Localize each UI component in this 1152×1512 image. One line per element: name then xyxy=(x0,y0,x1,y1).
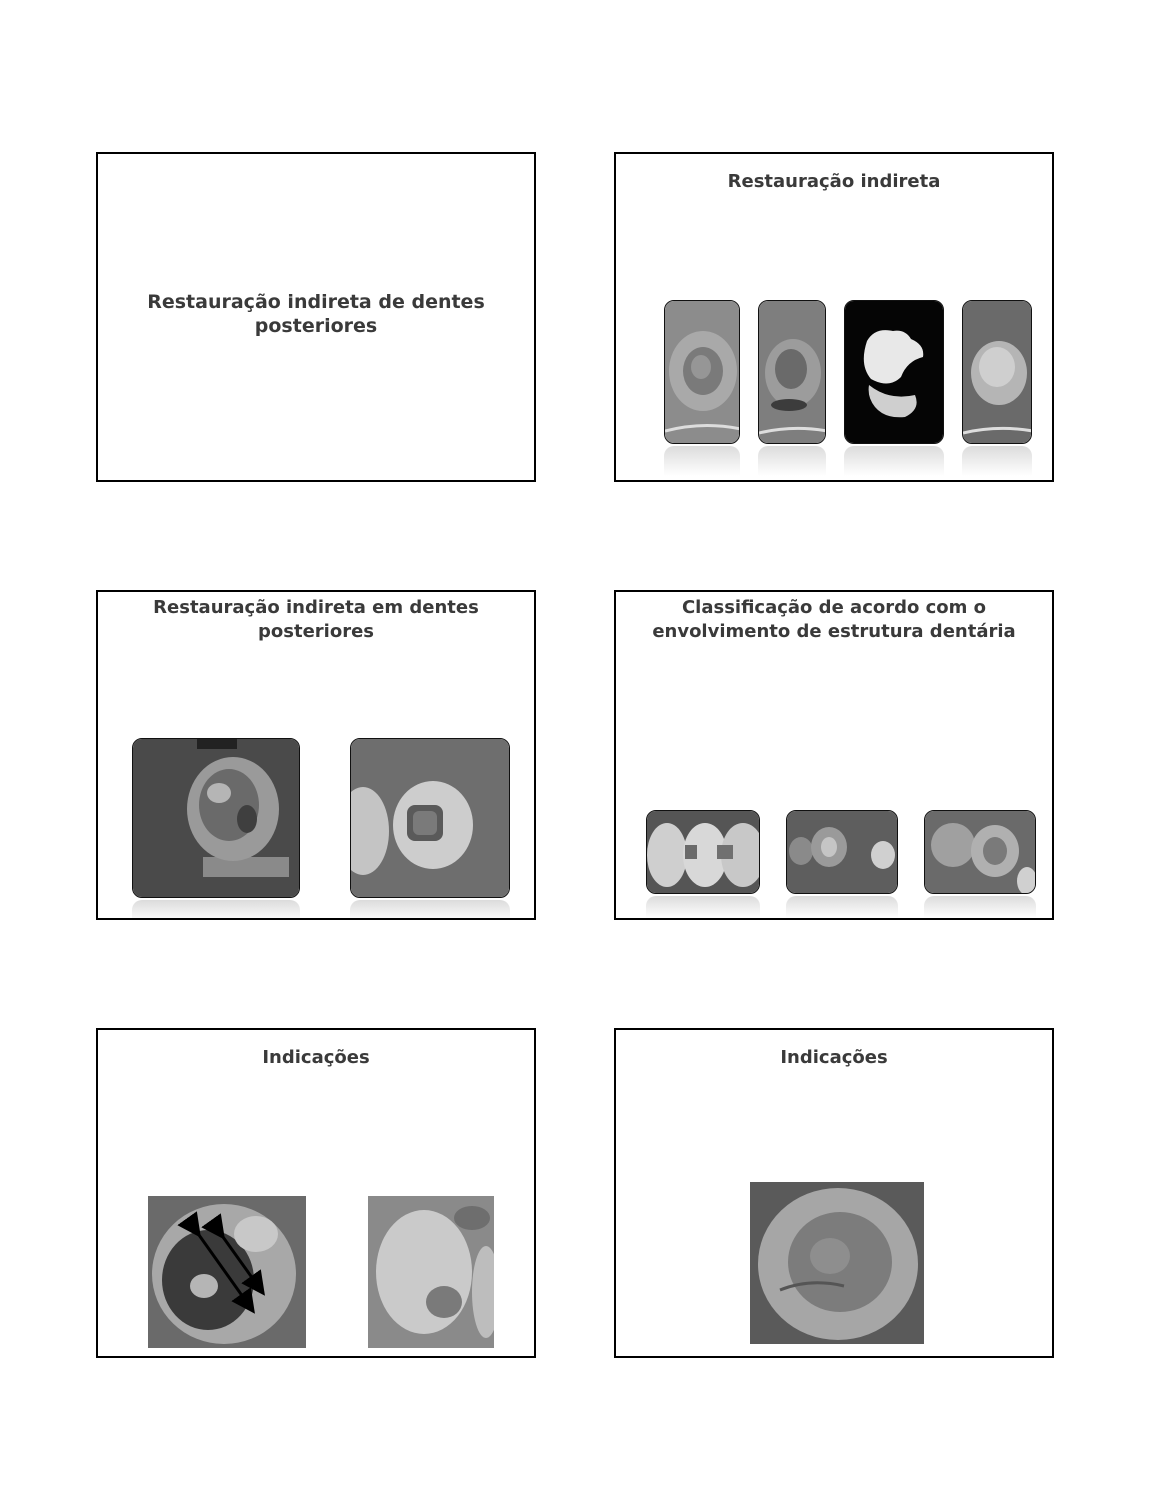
indication-photo-2 xyxy=(368,1196,494,1348)
slide-title xyxy=(616,596,1052,644)
slide-5 xyxy=(96,1028,536,1358)
title-line-2: posteriores xyxy=(258,621,374,642)
slide-1 xyxy=(96,152,536,482)
slide-title: Indicações xyxy=(262,1047,370,1068)
title-line-1: Restauração indireta de dentes xyxy=(147,291,485,313)
classification-photo-1 xyxy=(646,810,760,894)
slide-2 xyxy=(614,152,1054,482)
tooth-photo-right xyxy=(350,738,510,898)
slide-title: Indicações xyxy=(780,1047,888,1068)
slide-title xyxy=(98,596,534,644)
slide-title xyxy=(98,290,534,338)
slide-title: Restauração indireta xyxy=(727,171,941,192)
tooth-photo-left xyxy=(132,738,300,898)
inlay-photo xyxy=(844,300,944,444)
title-line-1: Classificação de acordo com o xyxy=(681,597,987,618)
slide-3 xyxy=(96,590,536,920)
classification-photo-2 xyxy=(786,810,898,894)
tooth-photo-2 xyxy=(758,300,826,444)
indication-photo-arrows xyxy=(148,1196,306,1348)
title-line-2: posteriores xyxy=(254,315,378,337)
title-line-1: Restauração indireta em dentes xyxy=(153,597,479,618)
tooth-photo-4 xyxy=(962,300,1032,444)
slide-6 xyxy=(614,1028,1054,1358)
title-line-2: envolvimento de estrutura dentária xyxy=(652,621,1016,642)
tooth-photo-1 xyxy=(664,300,740,444)
classification-photo-3 xyxy=(924,810,1036,894)
indication-photo-single xyxy=(750,1182,924,1344)
slide-4 xyxy=(614,590,1054,920)
